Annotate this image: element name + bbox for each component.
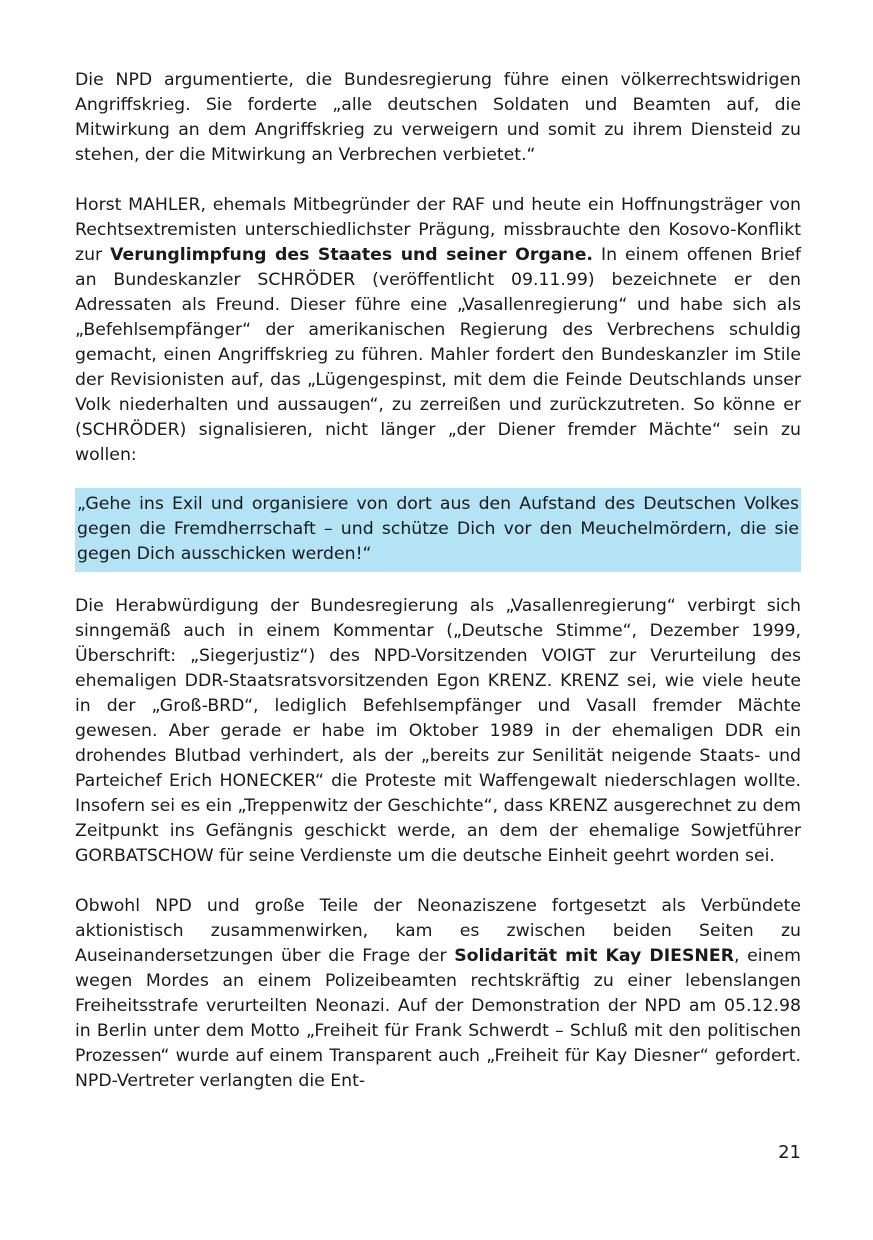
highlighted-quote: „Gehe ins Exil und organisiere von dort aus den Aufstand des Deutschen Volkes gegen die Fremdherrschaft – und schütze Dich vor den Meuchelmördern, die sie gegen Dich ausschicken werden!“ [75,488,801,572]
paragraph-npd-argument: Die NPD argumentierte, die Bundesregierung führe einen völkerrechtswidrigen Angriffskrieg. Sie forderte „alle deutschen Soldaten und Beamten auf, die Mitwirkung an dem Angriffskrieg zu verweigern und somit zu ihrem Diensteid zu stehen, der die Mitwirkung an Verbrechen verbietet.“ [75,70,801,165]
paragraph-mahler [75,193,801,468]
paragraph-mahler-bold: Verunglimpfung des Staates und seiner Organe. [110,245,594,265]
paragraph-diesner-text-2: , einem wegen Mordes an einem Polizeibeamten rechtskräftig zu einer lebenslangen Freiheitsstrafe verurteilten Neonazi. Auf der Demonstration der NPD am 05.12.98 in Berlin unter dem Motto „Freiheit für Frank Schwerdt – Schluß mit den politischen Prozessen“ wurde auf einem Transparent auch „Freiheit für Kay Diesner“ gefordert. NPD-Vertreter verlangten die Ent- [75,946,801,1091]
paragraph-krenz: Die Herabwürdigung der Bundesregierung als „Vasallenregierung“ verbirgt sich sinngemäß auch in einem Kommentar („Deutsche Stimme“, Dezember 1999, Überschrift: „Siegerjustiz“) des NPD-Vorsitzenden VOIGT zur Verurteilung des ehemaligen DDR-Staatsratsvorsitzenden Egon KRENZ. KRENZ sei, wie viele heute in der „Groß-BRD“, lediglich Befehlsempfänger und Vasall fremder Mächte gewesen. Aber gerade er habe im Oktober 1989 in der ehemaligen DDR ein drohendes Blutbad verhindert, als der „bereits zur Senilität neigende Staats- und Parteichef Erich HONECKER“ die Proteste mit Waffengewalt niederschlagen wollte. Insofern sei es ein „Treppenwitz der Geschichte“, dass KRENZ ausgerechnet zu dem Zeitpunkt ins Gefängnis geschickt werde, an dem der ehemalige Sowjetführer GORBATSCHOW für seine Verdienste um die deutsche Einheit geehrt worden sei. [75,596,801,866]
page-body [75,68,801,1094]
paragraph-mahler-text-1: Horst MAHLER, ehemals Mitbegründer der RAF und heute ein Hoffnungsträger von Rechtsextremisten unterschiedlichster Prägung, missbrauchte den Kosovo-Konflikt zur [75,195,801,265]
paragraph-mahler-text-2: In einem offenen Brief an Bundeskanzler SCHRÖDER (veröffentlicht 09.11.99) bezeichnete er den Adressaten als Freund. Dieser führe eine „Vasallenregierung“ und habe sich als „Befehlsempfänger“ der amerikanischen Regierung des Verbrechens schuldig gemacht, einen Angriffskrieg zu führen. Mahler fordert den Bundeskanzler im Stile der Revisionisten auf, das „Lügengespinst, mit dem die Feinde Deutschlands unser Volk niederhalten und aussaugen“, zu zerreißen und zurückzutreten. So könne er (SCHRÖDER) signalisieren, nicht länger „der Diener fremder Mächte“ sein zu wollen: [75,245,801,465]
page-number: 21 [778,1142,801,1163]
paragraph-diesner-text-1: Obwohl NPD und große Teile der Neonaziszene fortgesetzt als Verbündete aktionistisch zusammenwirken, kam es zwischen beiden Seiten zu Auseinandersetzungen über die Frage der [75,896,801,966]
paragraph-diesner [75,894,801,1094]
paragraph-diesner-bold: Solidarität mit Kay DIESNER [454,946,735,966]
